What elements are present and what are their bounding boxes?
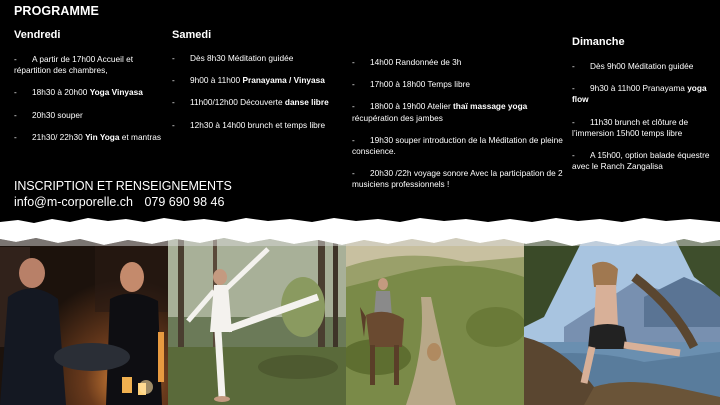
item-highlight: yoga flow	[572, 83, 707, 105]
torn-paper-divider	[0, 210, 720, 260]
item-text: 12h30 à 14h00 brunch et temps libre	[190, 119, 326, 130]
photo-yoga-forest	[168, 237, 346, 405]
item-text: 18h30 à 20h00	[32, 87, 90, 98]
item-text: 18h00 à 19h00 Atelier	[370, 101, 454, 112]
item-text: 11h30 brunch et clôture de l’immersion 15h00 temps libre	[572, 116, 689, 138]
bullet-dash: -	[572, 150, 575, 161]
schedule-item	[14, 132, 162, 143]
photo-sound-session	[0, 237, 168, 405]
schedule-item	[352, 135, 564, 157]
item-text: 20h30 souper	[32, 109, 83, 120]
bullet-dash: -	[14, 109, 17, 120]
schedule-item	[572, 83, 718, 105]
bullet-dash: -	[172, 97, 175, 108]
item-text-suffix: et mantras	[119, 131, 162, 142]
photo-horse-ride	[346, 237, 524, 405]
schedule-item	[172, 97, 347, 108]
item-text: 11h00/12h00 Découverte	[190, 97, 285, 108]
item-text: 17h00 à 18h00 Temps libre	[370, 79, 470, 90]
item-text-suffix: récupération des jambes	[352, 112, 443, 123]
schedule-item	[352, 168, 564, 190]
contact-phone: 079 690 98 46	[144, 195, 225, 209]
photo-strip	[0, 237, 720, 405]
day-heading-dimanche: Dimanche	[572, 36, 625, 48]
item-text: 21h30/ 22h30	[32, 131, 86, 142]
bullet-dash: -	[172, 53, 175, 63]
item-text: 9h30 à 11h00 Pranayama	[590, 83, 688, 94]
bullet-dash: -	[572, 61, 575, 71]
day-heading-samedi: Samedi	[172, 29, 212, 41]
schedule-item	[14, 54, 162, 76]
bullet-dash: -	[352, 101, 355, 112]
item-text: 19h30 souper introduction de la Méditation de pleine conscience.	[352, 134, 563, 157]
schedule-item	[352, 57, 564, 68]
vendredi-schedule	[14, 54, 162, 154]
bullet-dash: -	[352, 168, 355, 179]
schedule-item	[572, 61, 718, 72]
schedule-item	[572, 150, 718, 172]
programme-title: PROGRAMME	[14, 4, 99, 18]
bullet-dash: -	[172, 75, 175, 86]
item-text: 9h00 à 11h00	[190, 75, 243, 86]
item-highlight: thaï massage yoga	[453, 101, 528, 112]
bullet-dash: -	[14, 131, 17, 142]
item-highlight: Pranayama / Vinyasa	[242, 75, 325, 86]
samedi-suite-schedule	[352, 57, 564, 202]
dimanche-schedule	[572, 61, 718, 183]
schedule-item	[172, 120, 347, 131]
photo-yoga-tree	[524, 237, 720, 405]
bullet-dash: -	[572, 116, 575, 127]
schedule-item	[172, 53, 347, 64]
schedule-item	[352, 79, 564, 90]
bullet-dash: -	[352, 79, 355, 90]
item-text: 20h30 /22h voyage sonore Avec la participation de 2 musiciens professionnels !	[352, 168, 563, 190]
bullet-dash: -	[14, 87, 17, 98]
bullet-dash: -	[572, 83, 575, 94]
item-text: 14h00 Randonnée de 3h	[370, 57, 462, 67]
bullet-dash: -	[352, 57, 355, 67]
item-text: Dès 9h00 Méditation guidée	[590, 61, 694, 71]
item-text: Dès 8h30 Méditation guidée	[190, 53, 294, 63]
item-text: A 15h00, option balade équestre avec le Ranch Zangalisa	[572, 150, 710, 172]
schedule-item	[352, 101, 564, 123]
day-heading-vendredi: Vendredi	[14, 29, 61, 41]
schedule-item	[572, 117, 718, 139]
contact-email: info@m-corporelle.ch	[14, 195, 133, 209]
bullet-dash: -	[172, 119, 175, 130]
samedi-schedule	[172, 53, 347, 142]
inscription-title: INSCRIPTION ET RENSEIGNEMENTS	[14, 179, 232, 193]
schedule-item	[172, 75, 347, 86]
schedule-item	[14, 87, 162, 98]
inscription-contact	[14, 195, 224, 209]
bullet-dash: -	[14, 54, 17, 64]
item-text: A partir de 17h00 Accueil et répartition des chambres,	[14, 54, 134, 76]
schedule-item	[14, 110, 162, 121]
item-highlight: Yoga Vinyasa	[89, 87, 143, 98]
item-highlight: danse libre	[284, 97, 329, 108]
bullet-dash: -	[352, 134, 355, 145]
item-highlight: Yin Yoga	[85, 131, 120, 142]
